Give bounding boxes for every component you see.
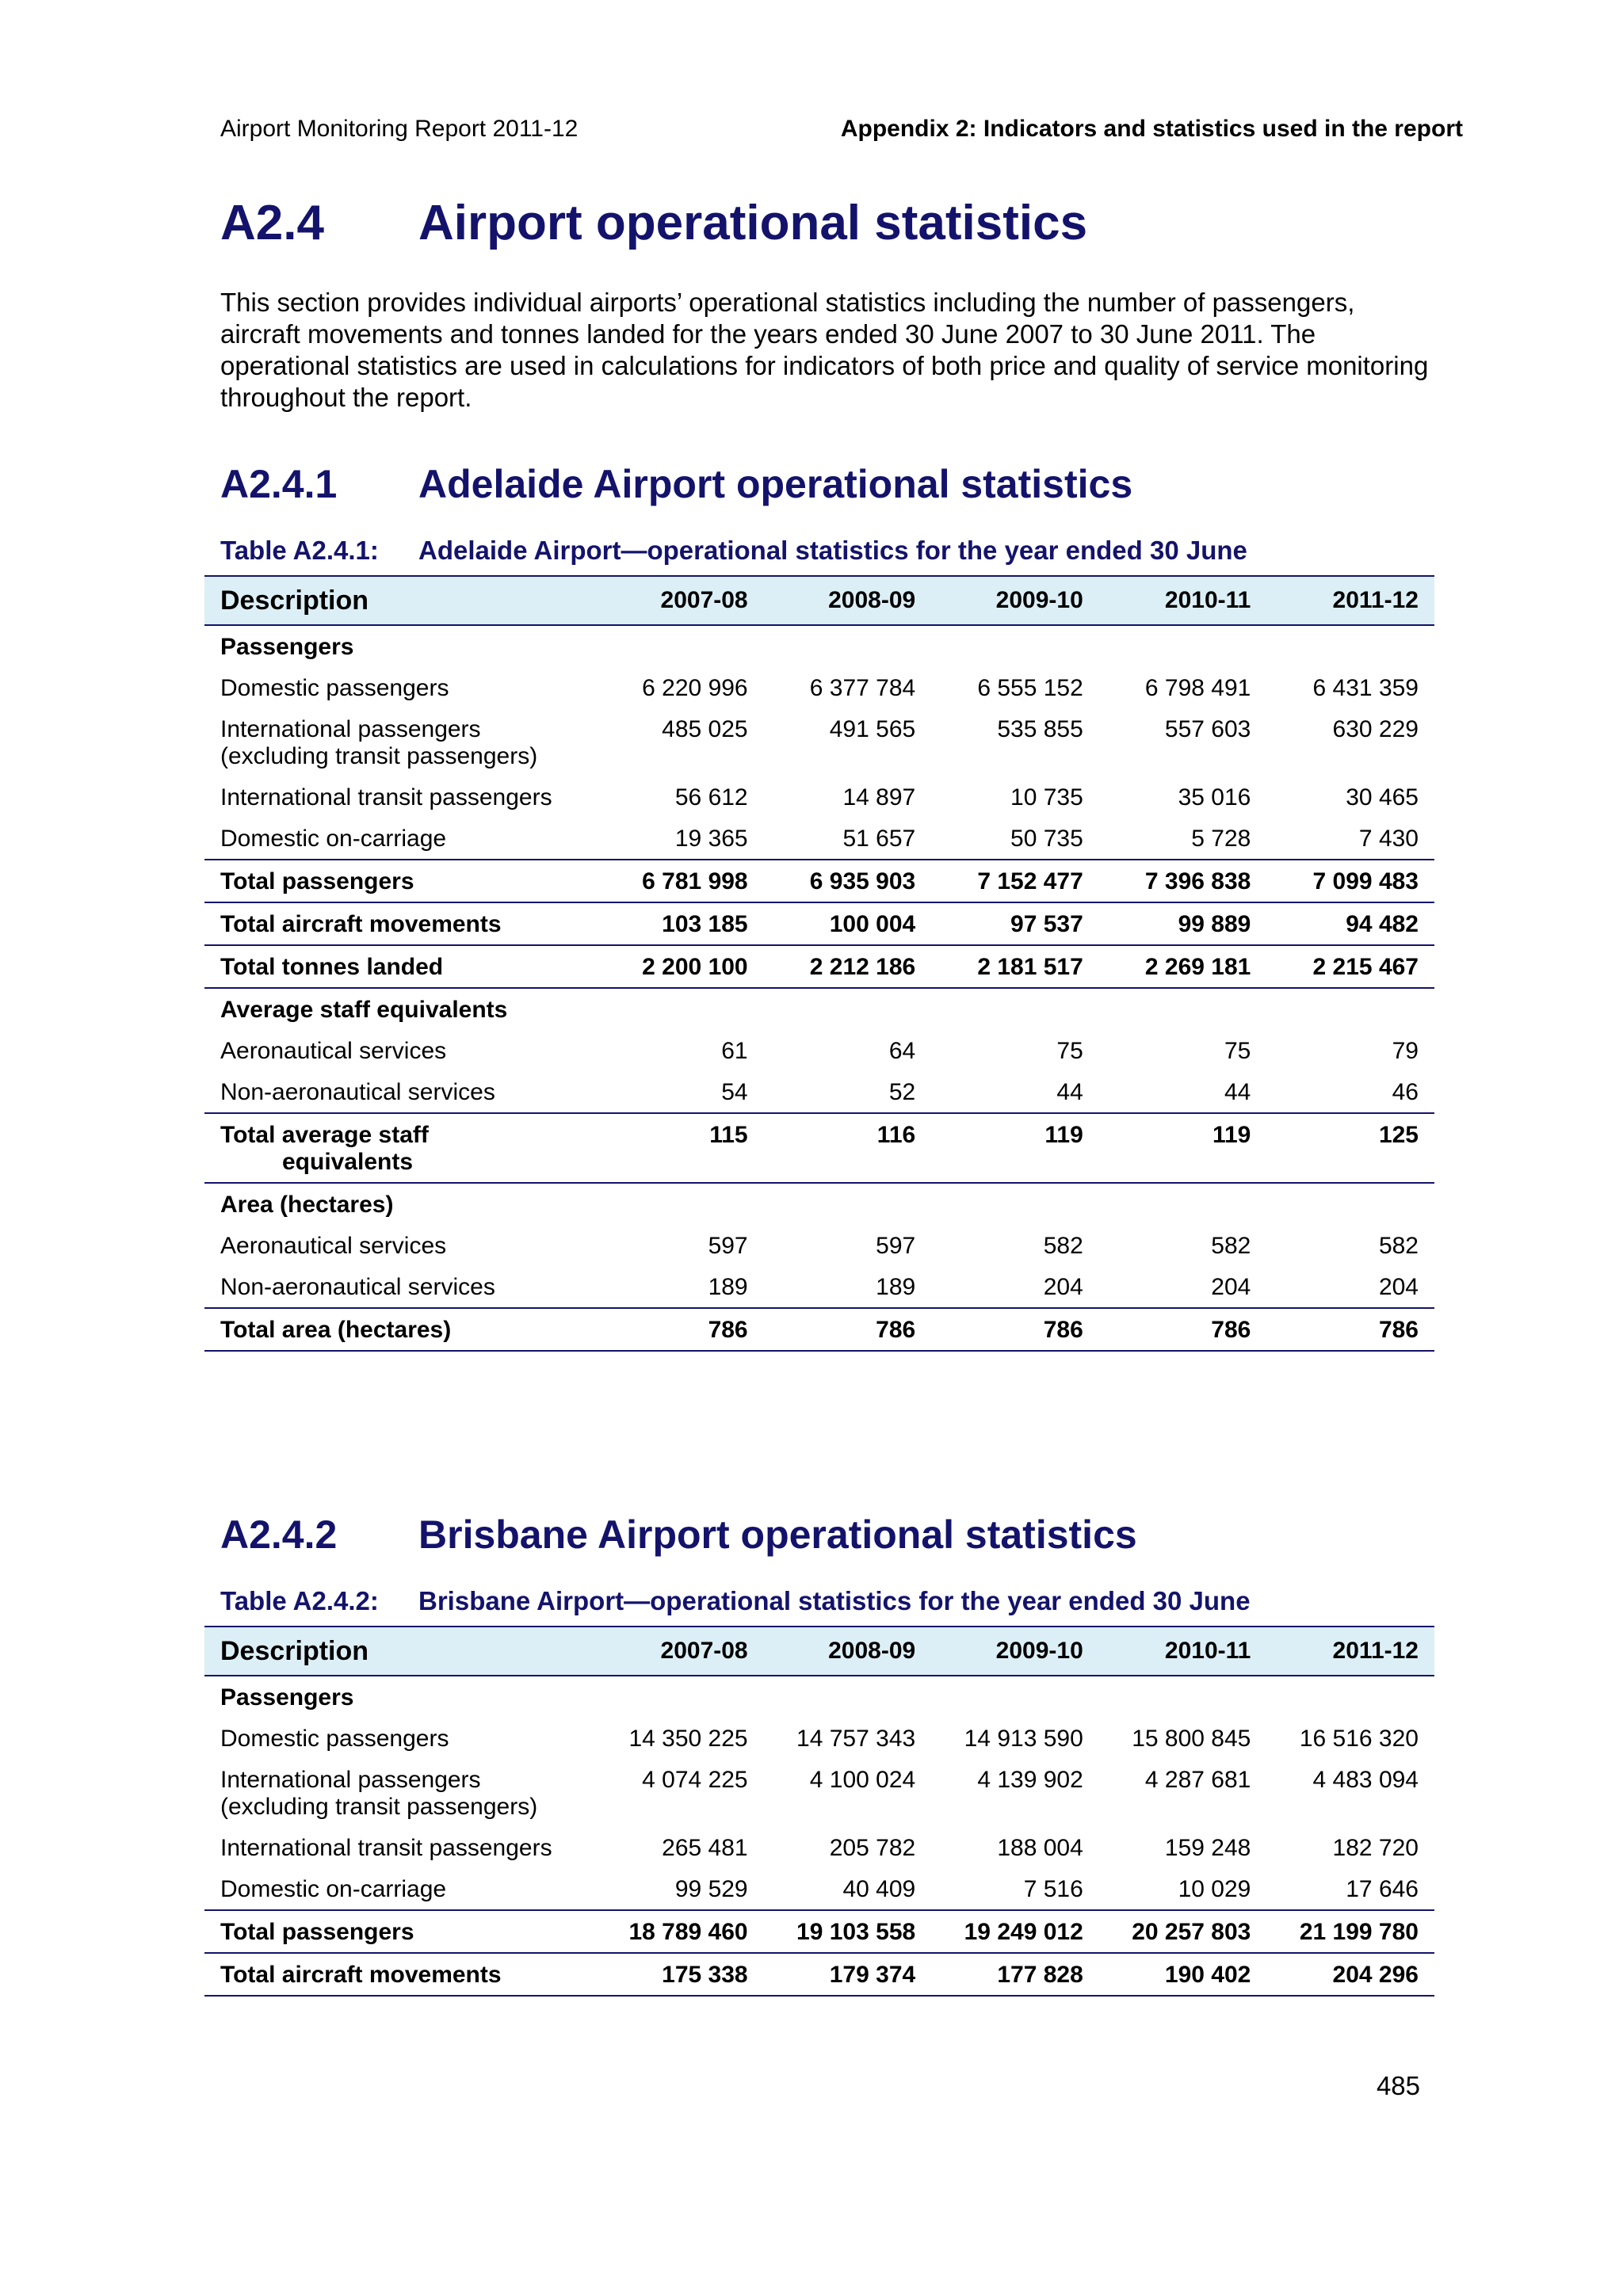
table-total-row: [204, 945, 1434, 988]
column-header: Description: [204, 576, 596, 625]
table-cell: 21 199 780: [1266, 1910, 1434, 1953]
column-header: 2010-11: [1099, 1627, 1267, 1676]
table-cell: 115: [596, 1113, 764, 1183]
row-label: Total area (hectares): [204, 1308, 596, 1351]
row-label: International transit passengers: [220, 1835, 552, 1861]
table-cell: 17 646: [1346, 1876, 1419, 1902]
table-total-row: [204, 902, 1434, 945]
row-label-line: equivalents: [282, 1149, 414, 1175]
brisbane-heading-number: A2.4.2: [220, 1512, 338, 1557]
table-row: [204, 1718, 1434, 1759]
table-cell: 786: [1099, 1308, 1267, 1351]
table-cell: 18 789 460: [596, 1910, 764, 1953]
table-cell: 7 516: [1023, 1876, 1083, 1902]
table-cell: 786: [1266, 1308, 1434, 1351]
table-cell: 15 800 845: [1132, 1726, 1251, 1752]
brisbane-heading-title: Brisbane Airport operational statistics: [418, 1512, 1137, 1557]
table-section-row: [204, 1676, 1434, 1718]
table-cell: 99 529: [674, 1876, 748, 1902]
section-heading: [220, 195, 1087, 251]
table-cell: 491 565: [829, 716, 916, 742]
table-cell: 7 152 477: [931, 860, 1099, 902]
table-cell: 2 181 517: [931, 945, 1099, 988]
row-label: International transit passengers: [220, 784, 552, 810]
table-row: [204, 708, 1434, 776]
table-cell: 4 074 225: [642, 1767, 748, 1793]
page-number: 485: [1376, 2071, 1420, 2100]
row-label-line: International passengers: [220, 1767, 481, 1793]
table-cell: 204 296: [1266, 1953, 1434, 1996]
table-cell: 10 735: [1010, 784, 1083, 810]
table-cell: 97 537: [931, 902, 1099, 945]
table-cell: 6 935 903: [764, 860, 932, 902]
running-header-right: Appendix 2: Indicators and statistics used in the report: [840, 116, 1463, 142]
section-title: Airport operational statistics: [418, 196, 1088, 250]
table-row: [204, 776, 1434, 818]
table-cell: 116: [764, 1113, 932, 1183]
table-section-row: [204, 988, 1434, 1030]
table-cell: 179 374: [764, 1953, 932, 1996]
table-cell: 190 402: [1099, 1953, 1267, 1996]
table-cell: 582: [1378, 1233, 1419, 1259]
table-cell: 125: [1266, 1113, 1434, 1183]
table-cell: 6 431 359: [1312, 675, 1419, 701]
table-cell: 582: [1043, 1233, 1083, 1259]
row-label: Non-aeronautical services: [220, 1079, 495, 1105]
table-row: [204, 1759, 1434, 1827]
table-cell: 265 481: [662, 1835, 748, 1861]
table-cell: 54: [721, 1079, 748, 1105]
adelaide-stats-table: [204, 575, 1434, 1352]
table-cell: 52: [888, 1079, 916, 1105]
table-cell: 100 004: [764, 902, 932, 945]
table-cell: 159 248: [1164, 1835, 1251, 1861]
table-cell: 485 025: [662, 716, 748, 742]
column-header: 2009-10: [931, 1627, 1099, 1676]
table-cell: 14 897: [842, 784, 916, 810]
row-label: Non-aeronautical services: [220, 1274, 495, 1300]
column-header: 2007-08: [596, 1627, 764, 1676]
table-total-row: [204, 1308, 1434, 1351]
adelaide-heading-title: Adelaide Airport operational statistics: [418, 462, 1133, 506]
table-cell: 50 735: [1010, 826, 1083, 852]
table-total-row: [204, 1953, 1434, 1996]
table-cell: 204: [1378, 1274, 1419, 1300]
table-row: [204, 1030, 1434, 1071]
section-number: A2.4: [220, 196, 324, 250]
table-total-row: [204, 1113, 1434, 1183]
table-cell: 535 855: [997, 716, 1083, 742]
table-cell: 94 482: [1266, 902, 1434, 945]
row-label-line: International passengers: [220, 716, 481, 742]
table-cell: 4 139 902: [977, 1767, 1083, 1793]
table-cell: 119: [931, 1113, 1099, 1183]
table-cell: 16 516 320: [1299, 1726, 1419, 1752]
adelaide-table-caption: [220, 536, 1247, 566]
table-cell: 4 100 024: [809, 1767, 916, 1793]
table-cell: 6 555 152: [977, 675, 1083, 701]
table-cell: 61: [721, 1038, 748, 1064]
table-cell: 188 004: [997, 1835, 1083, 1861]
table-cell: 204: [1043, 1274, 1083, 1300]
column-header: 2010-11: [1099, 576, 1267, 625]
table-cell: 44: [1056, 1079, 1083, 1105]
table-cell: 4 287 681: [1144, 1767, 1251, 1793]
table-row: [204, 818, 1434, 860]
table-cell: 204: [1211, 1274, 1251, 1300]
table-row: [204, 1071, 1434, 1113]
section-label: Area (hectares): [220, 1192, 394, 1218]
table-cell: 103 185: [596, 902, 764, 945]
table-cell: 5 728: [1191, 826, 1251, 852]
row-label-line: Total average staff: [220, 1122, 429, 1148]
adelaide-heading: [220, 461, 1132, 507]
table-cell: 6 781 998: [596, 860, 764, 902]
table-cell: 40 409: [842, 1876, 916, 1902]
table-cell: 597: [876, 1233, 916, 1259]
table-cell: 119: [1099, 1113, 1267, 1183]
row-label: [204, 708, 596, 776]
table-cell: 2 269 181: [1099, 945, 1267, 988]
row-label: [204, 1113, 596, 1183]
row-label: Aeronautical services: [220, 1038, 447, 1064]
table-cell: 19 103 558: [764, 1910, 932, 1953]
row-label: Domestic passengers: [220, 1726, 449, 1752]
table-cell: 79: [1392, 1038, 1419, 1064]
row-label: Total tonnes landed: [204, 945, 596, 988]
table-cell: 182 720: [1332, 1835, 1419, 1861]
table-cell: 99 889: [1099, 902, 1267, 945]
table-row: [204, 1868, 1434, 1910]
table-cell: 75: [1224, 1038, 1251, 1064]
table-cell: 7 396 838: [1099, 860, 1267, 902]
row-label: Total aircraft movements: [204, 902, 596, 945]
table-cell: 205 782: [829, 1835, 916, 1861]
running-header-left: Airport Monitoring Report 2011-12: [220, 116, 579, 142]
table-cell: 2 212 186: [764, 945, 932, 988]
table-cell: 14 350 225: [628, 1726, 748, 1752]
table-row: [204, 667, 1434, 708]
column-header: 2009-10: [931, 576, 1099, 625]
adelaide-heading-number: A2.4.1: [220, 462, 338, 506]
table-cell: 4 483 094: [1312, 1767, 1419, 1793]
section-label: Passengers: [220, 634, 354, 660]
column-header: 2007-08: [596, 576, 764, 625]
brisbane-caption-title: Brisbane Airport—operational statistics for the year ended 30 June: [418, 1586, 1251, 1615]
table-cell: 175 338: [596, 1953, 764, 1996]
section-label: Average staff equivalents: [220, 997, 508, 1023]
table-cell: 19 365: [674, 826, 748, 852]
table-cell: 6 220 996: [642, 675, 748, 701]
table-cell: 19 249 012: [931, 1910, 1099, 1953]
table-cell: 582: [1211, 1233, 1251, 1259]
table-cell: 786: [596, 1308, 764, 1351]
row-label: Aeronautical services: [220, 1233, 447, 1259]
table-cell: 189: [876, 1274, 916, 1300]
column-header: 2011-12: [1266, 1627, 1434, 1676]
table-cell: 44: [1224, 1079, 1251, 1105]
table-section-row: [204, 625, 1434, 667]
row-label-line: (excluding transit passengers): [220, 1794, 538, 1820]
row-label: Domestic passengers: [220, 675, 449, 701]
section-intro: This section provides individual airports’ operational statistics including the number of passengers, aircraft movements and tonnes landed for the years ended 30 June 2007 to 30 June 2011. The operational statistics are used in calculations for indicators of both price and quality of service monitoring throughout the report.: [220, 288, 1429, 412]
table-row: [204, 1266, 1434, 1308]
table-row: [204, 1225, 1434, 1266]
table-cell: 14 913 590: [964, 1726, 1083, 1752]
brisbane-heading: [220, 1512, 1137, 1558]
section-label: Passengers: [220, 1684, 354, 1711]
table-total-row: [204, 1910, 1434, 1953]
table-header-row: [204, 576, 1434, 625]
table-cell: 786: [931, 1308, 1099, 1351]
table-cell: 557 603: [1164, 716, 1251, 742]
table-cell: 630 229: [1332, 716, 1419, 742]
column-header: 2008-09: [764, 576, 932, 625]
brisbane-table-caption: [220, 1586, 1251, 1616]
row-label: Total aircraft movements: [204, 1953, 596, 1996]
table-cell: 177 828: [931, 1953, 1099, 1996]
table-cell: 64: [888, 1038, 916, 1064]
row-label: Total passengers: [204, 1910, 596, 1953]
brisbane-caption-number: Table A2.4.2:: [220, 1586, 379, 1615]
table-cell: 6 798 491: [1144, 675, 1251, 701]
table-row: [204, 1827, 1434, 1868]
row-label: Domestic on-carriage: [220, 826, 447, 852]
row-label-line: (excluding transit passengers): [220, 743, 538, 769]
table-cell: 56 612: [674, 784, 748, 810]
row-label: Total passengers: [204, 860, 596, 902]
table-cell: 189: [708, 1274, 748, 1300]
table-cell: 14 757 343: [796, 1726, 916, 1752]
table-cell: 2 215 467: [1266, 945, 1434, 988]
table-header-row: [204, 1627, 1434, 1676]
row-label: Domestic on-carriage: [220, 1876, 447, 1902]
table-cell: 7 430: [1358, 826, 1419, 852]
column-header: 2011-12: [1266, 576, 1434, 625]
table-cell: 46: [1392, 1079, 1419, 1105]
adelaide-caption-title: Adelaide Airport—operational statistics for the year ended 30 June: [418, 536, 1247, 565]
row-label: [204, 1759, 596, 1827]
table-cell: 51 657: [842, 826, 916, 852]
table-cell: 7 099 483: [1266, 860, 1434, 902]
table-cell: 597: [708, 1233, 748, 1259]
table-section-row: [204, 1183, 1434, 1225]
table-cell: 75: [1056, 1038, 1083, 1064]
brisbane-stats-table: [204, 1626, 1434, 1997]
table-total-row: [204, 860, 1434, 902]
adelaide-caption-number: Table A2.4.1:: [220, 536, 379, 565]
table-cell: 35 016: [1178, 784, 1251, 810]
table-cell: 2 200 100: [596, 945, 764, 988]
table-cell: 6 377 784: [809, 675, 916, 701]
table-cell: 10 029: [1178, 1876, 1251, 1902]
column-header: Description: [204, 1627, 596, 1676]
column-header: 2008-09: [764, 1627, 932, 1676]
table-cell: 786: [764, 1308, 932, 1351]
table-cell: 20 257 803: [1099, 1910, 1267, 1953]
table-cell: 30 465: [1346, 784, 1419, 810]
